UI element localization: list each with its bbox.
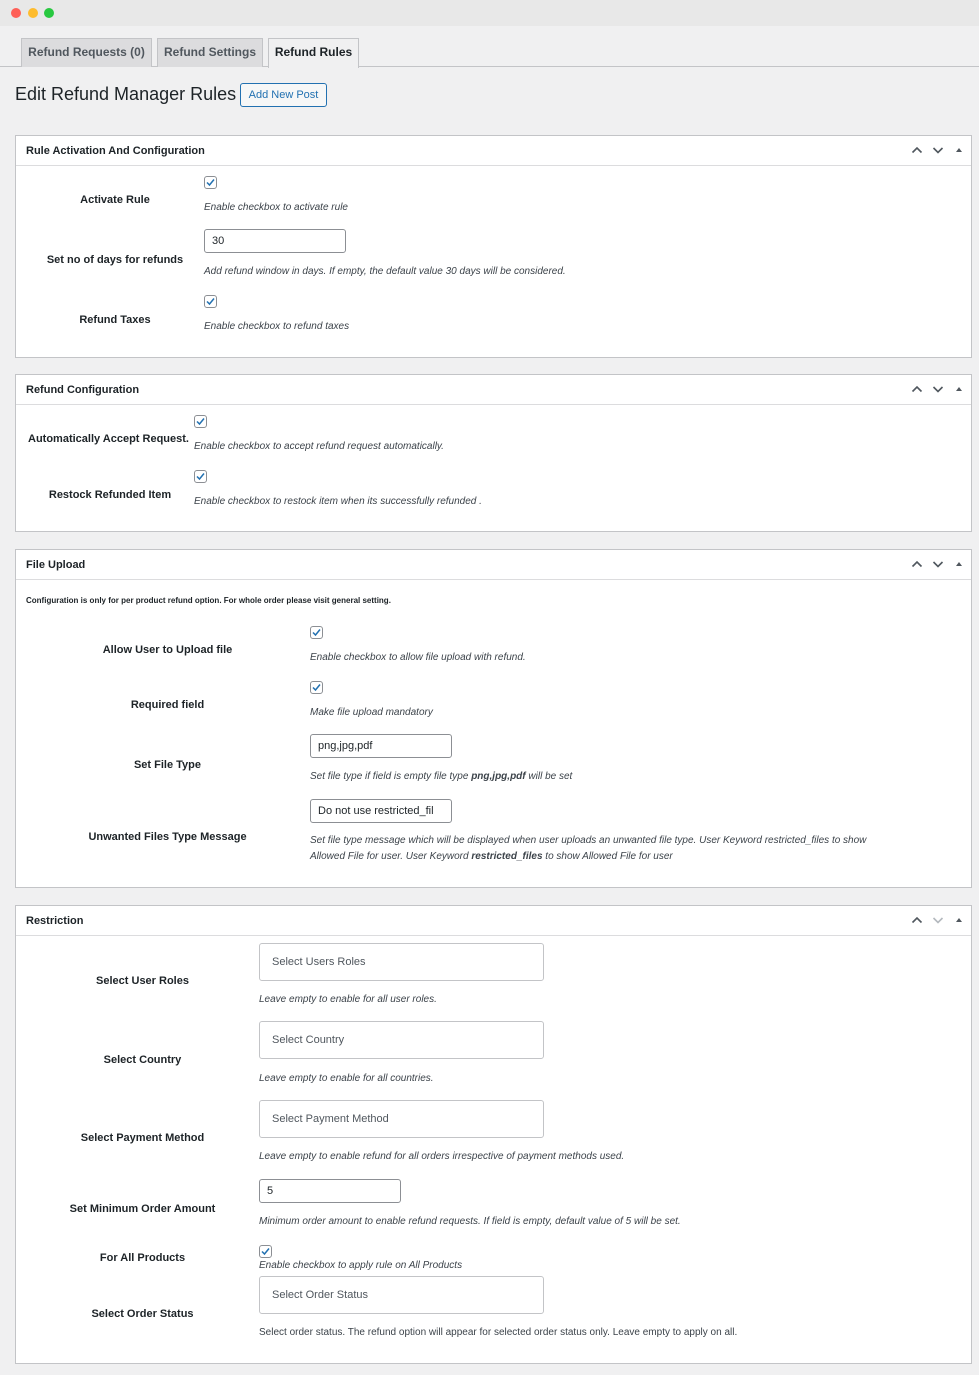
user-roles-desc: Leave empty to enable for all user roles. <box>259 994 437 1005</box>
restock-desc: Enable checkbox to restock item when its successfully refunded . <box>194 496 482 507</box>
country-select[interactable]: Select Country <box>259 1021 544 1059</box>
file-type-label: Set File Type <box>133 759 202 771</box>
all-products-checkbox[interactable] <box>259 1245 272 1258</box>
required-field-checkbox[interactable] <box>310 681 323 694</box>
maximize-window-button[interactable] <box>44 8 54 18</box>
refund-configuration-box <box>15 374 972 532</box>
file-upload-note: Configuration is only for per product refund option. For whole order please visit general setting. <box>26 596 391 605</box>
checkmark-icon <box>195 471 206 482</box>
unwanted-files-desc: Set file type message which will be displayed when user uploads an unwanted file type. User Keyword restricted_files to show Allowed File for user. User Keyword restricted_files to show Allowed File for user <box>310 835 867 862</box>
chevron-up-icon[interactable] <box>911 383 923 395</box>
triangle-up-icon[interactable] <box>953 144 965 156</box>
order-status-desc: Select order status. The refund option will appear for selected order status only. Leave empty to apply on all. <box>259 1327 738 1338</box>
add-new-post-button[interactable]: Add New Post <box>240 83 327 107</box>
triangle-up-icon[interactable] <box>953 558 965 570</box>
triangle-up-icon[interactable] <box>953 383 965 395</box>
min-amount-input[interactable]: 5 <box>259 1179 401 1203</box>
checkmark-icon <box>195 416 206 427</box>
restock-label: Restock Refunded Item <box>48 489 172 501</box>
allow-upload-checkbox[interactable] <box>310 626 323 639</box>
payment-method-label: Select Payment Method <box>80 1132 205 1144</box>
refund-taxes-label: Refund Taxes <box>79 314 151 326</box>
window-titlebar <box>0 0 979 26</box>
chevron-up-icon[interactable] <box>911 144 923 156</box>
tab-refund-rules[interactable]: Refund Rules <box>268 38 359 68</box>
all-products-label: For All Products <box>99 1252 186 1264</box>
refund-taxes-desc: Enable checkbox to refund taxes <box>204 321 350 332</box>
country-label: Select Country <box>103 1054 182 1066</box>
payment-method-desc: Leave empty to enable refund for all orders irrespective of payment methods used. <box>259 1151 625 1162</box>
min-amount-label: Set Minimum Order Amount <box>69 1203 216 1215</box>
user-roles-select[interactable]: Select Users Roles <box>259 943 544 981</box>
auto-accept-checkbox[interactable] <box>194 415 207 428</box>
auto-accept-label: Automatically Accept Request. <box>28 433 189 445</box>
box-header <box>16 375 971 405</box>
nav-tabs <box>0 38 979 67</box>
page-title: Edit Refund Manager Rules <box>15 84 237 104</box>
rule-activation-box <box>15 135 972 358</box>
order-status-label: Select Order Status <box>91 1308 194 1320</box>
min-amount-desc: Minimum order amount to enable refund requests. If field is empty, default value of 5 will be set. <box>259 1216 681 1227</box>
activate-rule-desc: Enable checkbox to activate rule <box>204 202 348 213</box>
all-products-desc: Enable checkbox to apply rule on All Products <box>259 1260 463 1271</box>
box-title: Rule Activation And Configuration <box>26 145 205 157</box>
checkmark-icon <box>311 627 322 638</box>
close-window-button[interactable] <box>11 8 21 18</box>
unwanted-files-input[interactable]: Do not use restricted_fil <box>310 799 452 823</box>
minimize-window-button[interactable] <box>28 8 38 18</box>
checkmark-icon <box>205 296 216 307</box>
allow-upload-label: Allow User to Upload file <box>102 644 233 656</box>
payment-method-select[interactable]: Select Payment Method <box>259 1100 544 1138</box>
file-upload-box <box>15 549 972 888</box>
box-title: Restriction <box>26 915 84 927</box>
country-desc: Leave empty to enable for all countries. <box>259 1073 434 1084</box>
chevron-up-icon[interactable] <box>911 558 923 570</box>
box-title: Refund Configuration <box>26 384 140 396</box>
auto-accept-desc: Enable checkbox to accept refund request automatically. <box>194 441 444 452</box>
user-roles-label: Select User Roles <box>96 975 189 987</box>
chevron-down-icon[interactable] <box>932 558 944 570</box>
required-field-desc: Make file upload mandatory <box>310 707 433 718</box>
triangle-up-icon[interactable] <box>953 914 965 926</box>
refund-taxes-checkbox[interactable] <box>204 295 217 308</box>
allow-upload-desc: Enable checkbox to allow file upload with refund. <box>310 652 526 663</box>
activate-rule-checkbox[interactable] <box>204 176 217 189</box>
box-header <box>16 906 971 936</box>
restock-checkbox[interactable] <box>194 470 207 483</box>
refund-days-desc: Add refund window in days. If empty, the default value 30 days will be considered. <box>204 266 566 277</box>
tab-refund-requests[interactable]: Refund Requests (0) <box>21 38 152 67</box>
order-status-select[interactable]: Select Order Status <box>259 1276 544 1314</box>
refund-days-label: Set no of days for refunds <box>46 254 184 266</box>
file-type-input[interactable]: png,jpg,pdf <box>310 734 452 758</box>
required-field-label: Required field <box>130 699 205 711</box>
checkmark-icon <box>205 177 216 188</box>
refund-days-input[interactable]: 30 <box>204 229 346 253</box>
checkmark-icon <box>260 1246 271 1257</box>
chevron-down-icon[interactable] <box>932 383 944 395</box>
box-header <box>16 550 971 580</box>
unwanted-files-label: Unwanted Files Type Message <box>88 831 247 843</box>
file-type-desc: Set file type if field is empty file type png,jpg,pdf will be set <box>310 771 573 782</box>
chevron-down-icon[interactable] <box>932 144 944 156</box>
checkmark-icon <box>311 682 322 693</box>
activate-rule-label: Activate Rule <box>80 194 150 206</box>
box-title: File Upload <box>26 559 86 571</box>
tab-refund-settings[interactable]: Refund Settings <box>157 38 263 67</box>
box-header <box>16 136 971 166</box>
chevron-up-icon[interactable] <box>911 914 923 926</box>
chevron-down-icon[interactable] <box>932 914 944 926</box>
restriction-box <box>15 905 972 1364</box>
